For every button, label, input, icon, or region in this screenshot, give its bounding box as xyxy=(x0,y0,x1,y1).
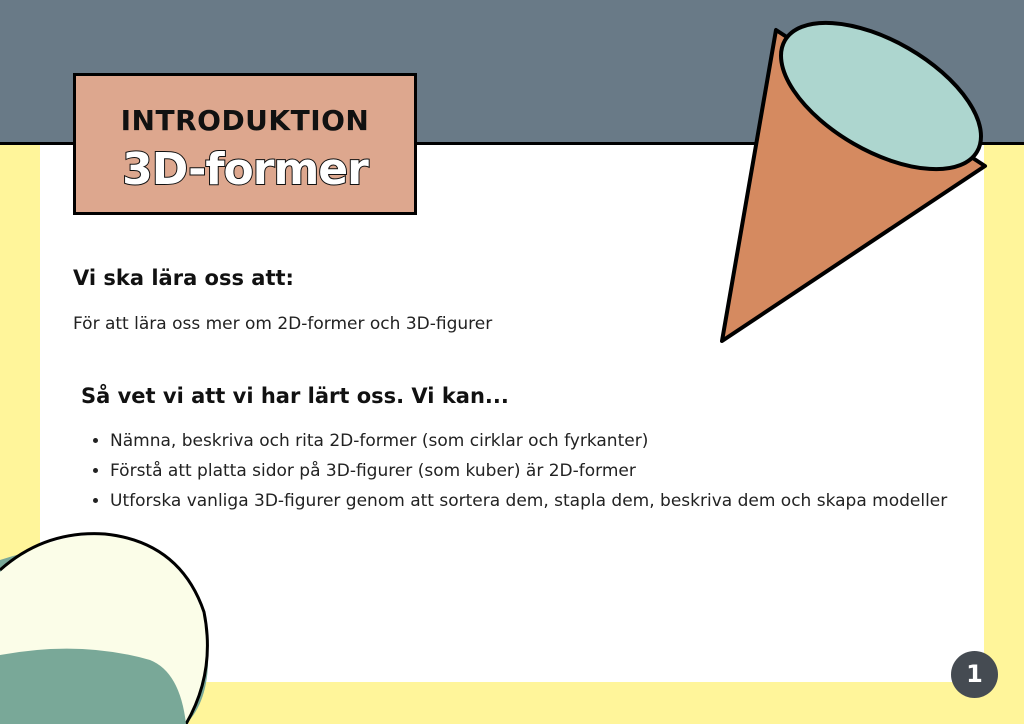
learning-goal-heading: Vi ska lära oss att: xyxy=(73,266,294,290)
learning-goal-text: För att lära oss mer om 2D-former och 3D-figurer xyxy=(73,314,493,334)
cone-shape xyxy=(722,0,1005,341)
title-kicker: INTRODUKTION xyxy=(120,104,370,137)
success-criteria-list xyxy=(88,426,970,516)
list-item: • Utforska vanliga 3D-figurer genom att sortera dem, stapla dem, beskriva dem och skapa modeller xyxy=(110,486,970,516)
page-title: 3D-former xyxy=(122,144,368,195)
success-criteria-heading: Så vet vi att vi har lärt oss. Vi kan... xyxy=(81,384,509,408)
title-box xyxy=(73,73,417,215)
list-item: • Nämna, beskriva och rita 2D-former (som cirklar och fyrkanter) xyxy=(110,426,970,456)
sphere-shape xyxy=(0,534,208,724)
page-number-badge: 1 xyxy=(951,651,998,698)
list-item: • Förstå att platta sidor på 3D-figurer (som kuber) är 2D-former xyxy=(110,456,970,486)
